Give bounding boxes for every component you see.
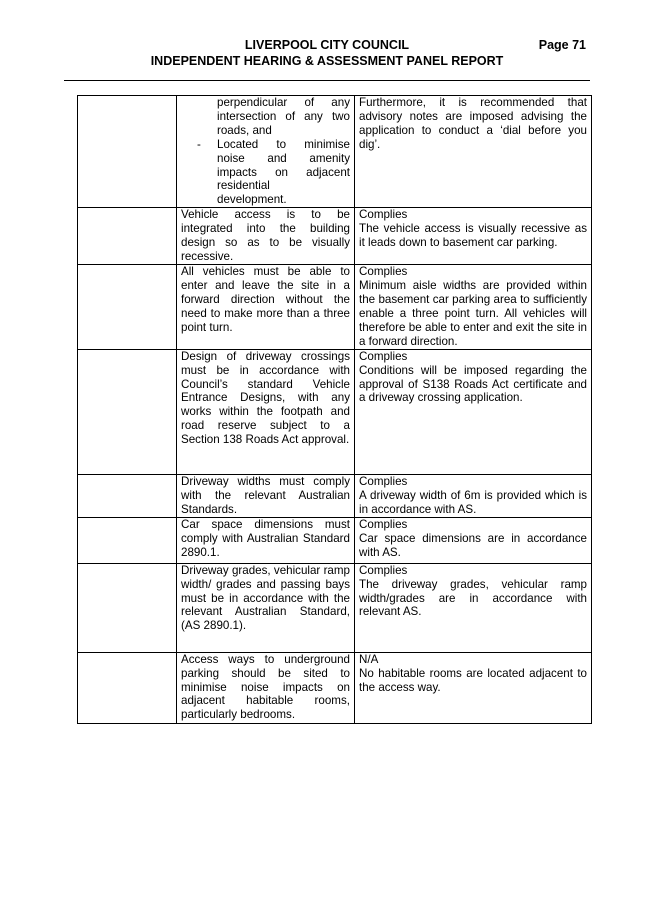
requirement-text: All vehicles must be able to enter and leave the site in a forward direction without the need to make more than a three point turn. [181, 265, 350, 334]
comment-cell [355, 96, 592, 208]
requirement-text: Driveway widths must comply with the relevant Australian Standards. [181, 474, 350, 516]
comment-text: The driveway grades, vehicular ramp width/grades are in accordance with relevant AS. [359, 577, 587, 619]
page-header [64, 38, 590, 72]
comment-text: Furthermore, it is recommended that advisory notes are imposed advising the application to conduct a ‘dial before you dig’. [359, 96, 587, 151]
requirement-cell [177, 349, 355, 474]
requirement-line: intersection of any two [217, 109, 350, 123]
comment-text: No habitable rooms are located adjacent to the access way. [359, 666, 587, 694]
table-row [78, 265, 592, 349]
dash-bullet: - [197, 137, 201, 151]
council-name: LIVERPOOL CITY COUNCIL [244, 38, 410, 52]
comment-cell [355, 474, 592, 517]
control-cell [78, 96, 177, 208]
requirement-line: noise and amenity [217, 151, 350, 165]
status-label: Complies [359, 208, 408, 222]
comment-cell [355, 208, 592, 265]
comment-text: Conditions will be imposed regarding the approval of S138 Roads Act certificate and a driveway crossing application. [359, 363, 587, 405]
requirement-line: impacts on adjacent [217, 165, 350, 179]
status-label: Complies [359, 349, 408, 363]
table-row [78, 208, 592, 265]
comment-text: A driveway width of 6m is provided which is in accordance with AS. [359, 488, 587, 516]
list-item [197, 137, 350, 208]
compliance-table [77, 95, 592, 724]
status-label: Complies [359, 474, 408, 488]
requirement-text: Car space dimensions must comply with Australian Standard 2890.1. [181, 517, 350, 559]
table-row [78, 652, 592, 723]
control-cell [78, 563, 177, 652]
comment-text: Car space dimensions are in accordance with AS. [359, 531, 587, 559]
requirement-text: Driveway grades, vehicular ramp width/ grades and passing bays must be in accordance with the relevant Australian Standard, (AS 2890.1). [181, 563, 350, 633]
requirement-cell [177, 652, 355, 723]
page-number: Page 71 [538, 38, 586, 52]
report-title: INDEPENDENT HEARING & ASSESSMENT PANEL REPORT [150, 54, 504, 68]
requirement-cell [177, 208, 355, 265]
table-row [78, 96, 592, 208]
control-cell [78, 265, 177, 349]
requirement-cell [177, 265, 355, 349]
table-row [78, 563, 592, 652]
comment-cell [355, 349, 592, 474]
control-cell [78, 474, 177, 517]
requirement-line: roads, and [217, 123, 272, 137]
requirement-text: Vehicle access is to be integrated into the building design so as to be visually recessive. [181, 208, 350, 263]
requirement-line: Located to minimise [217, 137, 350, 151]
comment-cell [355, 563, 592, 652]
header-divider [64, 80, 590, 81]
requirement-line: perpendicular of any [217, 96, 350, 109]
status-label: Complies [359, 517, 408, 531]
control-cell [78, 208, 177, 265]
table-row [78, 517, 592, 563]
table-row [78, 349, 592, 474]
status-label: N/A [359, 652, 379, 666]
requirement-line: residential [217, 179, 270, 193]
status-label: Complies [359, 265, 408, 279]
requirement-text: Design of driveway crossings must be in accordance with Council’s standard Vehicle Entrance Designs, with any works within the footpath and road reserve subject to a Section 138 Roads Act approval. [181, 349, 350, 447]
requirement-cell [177, 474, 355, 517]
control-cell [78, 652, 177, 723]
control-cell [78, 349, 177, 474]
comment-cell [355, 652, 592, 723]
table-row [78, 474, 592, 517]
requirement-text: Access ways to underground parking should be sited to minimise noise impacts on adjacent habitable rooms, particularly bedrooms. [181, 652, 350, 722]
requirement-cell [177, 96, 355, 208]
requirement-cell [177, 517, 355, 563]
control-cell [78, 517, 177, 563]
status-label: Complies [359, 563, 408, 577]
requirement-cell [177, 563, 355, 652]
comment-cell [355, 265, 592, 349]
comment-cell [355, 517, 592, 563]
requirement-line: development. [217, 193, 287, 207]
comment-text: Minimum aisle widths are provided within the basement car parking area to sufficiently enable a three point turn. All vehicles will therefore be able to enter and exit the site in a forward direction. [359, 279, 587, 348]
comment-text: The vehicle access is visually recessive as it leads down to basement car parking. [359, 222, 587, 250]
